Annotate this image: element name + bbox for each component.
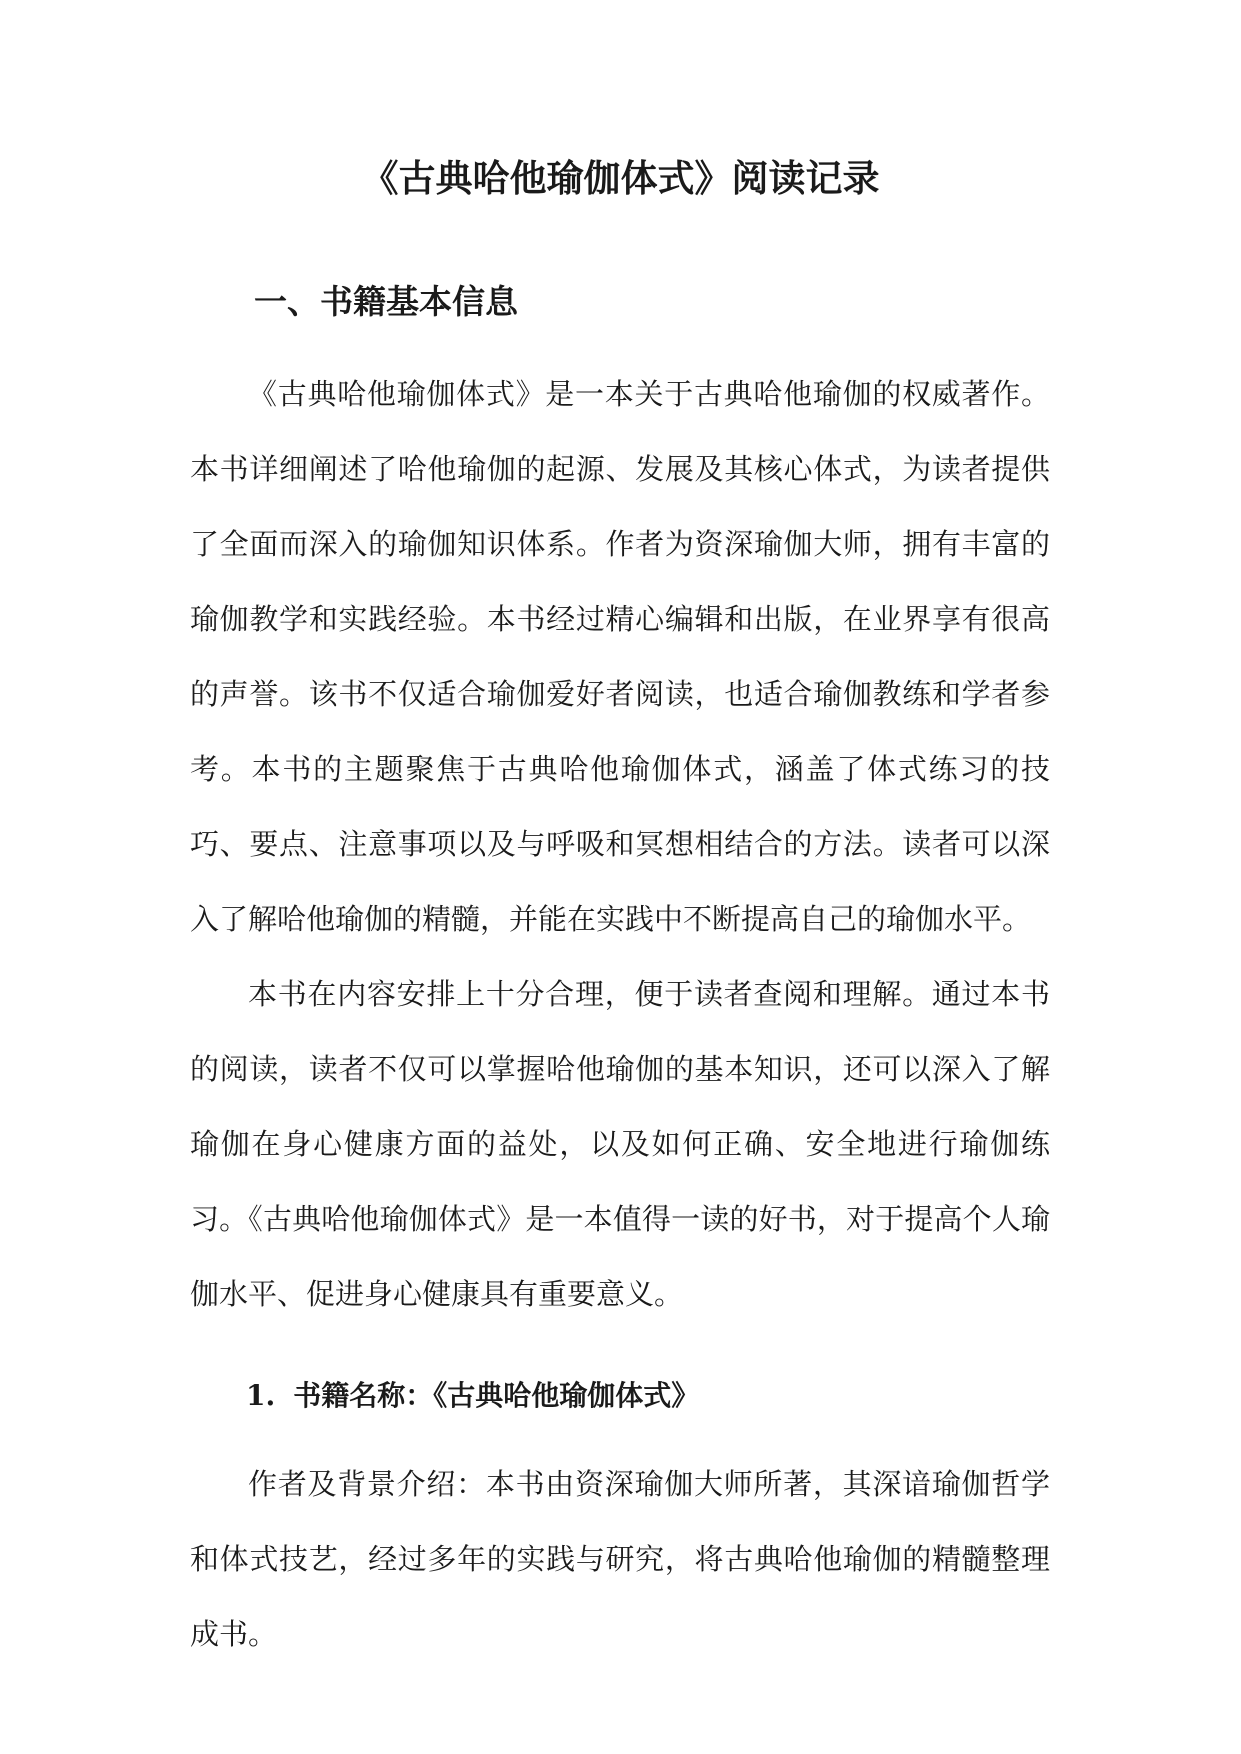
subheading-label: 书籍名称：《古典哈他瑜伽体式》: [293, 1379, 700, 1412]
subheading-book-name: [246, 1371, 699, 1421]
paragraph-book-content: 本书在内容安排上十分合理，便于读者查阅和理解。通过本书的阅读，读者不仅可以掌握哈他瑜伽的基本知识，还可以深入了解瑜伽在身心健康方面的益处，以及如何正确、安全地进行瑜伽练习。《古典哈他瑜伽体式》是一本值得一读的好书，对于提高个人瑜伽水平、促进身心健康具有重要意义。: [190, 977, 1050, 1311]
paragraph-book-intro: 《古典哈他瑜伽体式》是一本关于古典哈他瑜伽的权威著作。本书详细阐述了哈他瑜伽的起源、发展及其核心体式，为读者提供了全面而深入的瑜伽知识体系。作者为资深瑜伽大师，拥有丰富的瑜伽教学和实践经验。本书经过精心编辑和出版，在业界享有很高的声誉。该书不仅适合瑜伽爱好者阅读，也适合瑜伽教练和学者参考。本书的主题聚焦于古典哈他瑜伽体式，涵盖了体式练习的技巧、要点、注意事项以及与呼吸和冥想相结合的方法。读者可以深入了解哈他瑜伽的精髓，并能在实践中不断提高自己的瑜伽水平。: [190, 377, 1050, 936]
section-heading-basic-info: 一、书籍基本信息: [254, 282, 518, 321]
paragraph-author-background: 作者及背景介绍：本书由资深瑜伽大师所著，其深谙瑜伽哲学和体式技艺，经过多年的实践与研究，将古典哈他瑜伽的精髓整理成书。: [190, 1467, 1050, 1651]
document-title: 《古典哈他瑜伽体式》阅读记录: [361, 156, 880, 200]
subheading-number: 1.: [246, 1379, 276, 1412]
